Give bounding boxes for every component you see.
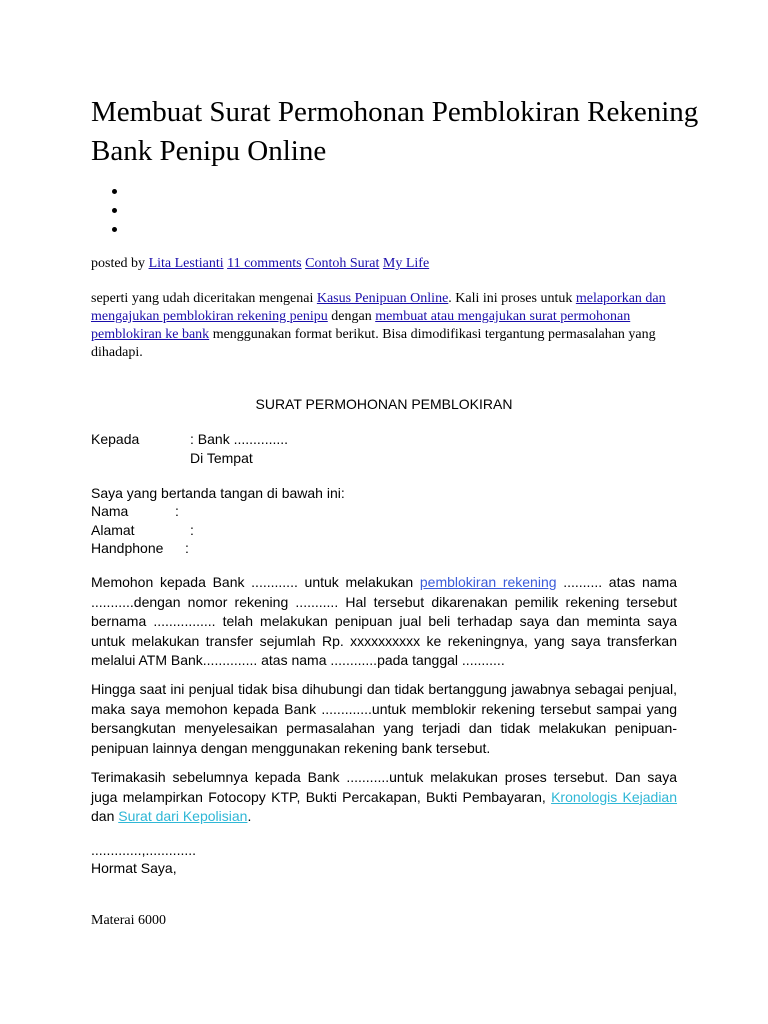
- surat-kepolisian-link[interactable]: Surat dari Kepolisian: [118, 808, 248, 824]
- place-date: .............,.............: [91, 842, 197, 858]
- bullet-icon: [112, 208, 117, 213]
- kasus-penipuan-link[interactable]: Kasus Penipuan Online: [316, 291, 449, 306]
- intro-paragraph: [91, 290, 681, 362]
- paragraph-text: dan: [91, 808, 119, 824]
- field-colon: :: [190, 521, 194, 538]
- intro-text: dengan: [327, 309, 376, 324]
- field-alamat: [91, 521, 194, 540]
- membuat-surat-link[interactable]: membuat atau mengajukan surat permohonan pemblokiran ke bank: [91, 309, 631, 342]
- author-link[interactable]: Lita Lestianti: [148, 256, 224, 271]
- di-tempat: Di Tempat: [190, 450, 253, 466]
- paragraph-text: .: [247, 808, 252, 824]
- letter-title: SURAT PERMOHONAN PEMBLOKIRAN: [255, 396, 513, 412]
- comments-link[interactable]: 11 comments: [227, 256, 302, 271]
- category-link-my-life[interactable]: My Life: [382, 256, 430, 271]
- article-title: Membuat Surat Permohonan Pemblokiran Rekening Bank Penipu Online: [91, 96, 699, 167]
- kepada-value: : Bank ..............: [190, 431, 289, 447]
- bullet-icon: [112, 189, 117, 194]
- letter-paragraph-3: [91, 768, 677, 827]
- list-item: [112, 201, 117, 220]
- field-label: Nama: [91, 503, 129, 519]
- field-label: Alamat: [91, 521, 135, 538]
- signer-intro: Saya yang bertanda tangan di bawah ini:: [91, 485, 345, 501]
- intro-text: . Kali ini proses untuk: [448, 291, 576, 306]
- recipient-line: [91, 430, 288, 449]
- list-item: [112, 182, 117, 201]
- field-handphone: [91, 539, 194, 558]
- paragraph-text: Memohon kepada Bank ............ untuk melakukan: [91, 574, 420, 590]
- empty-bullet-list: [112, 182, 117, 239]
- bullet-icon: [112, 227, 117, 232]
- posted-by-label: posted by: [91, 256, 146, 271]
- letter-paragraph-1: [91, 573, 677, 671]
- intro-text: menggunakan format berikut. Bisa dimodifikasi tergantung permasalahan yang dihadapi.: [91, 327, 656, 360]
- paragraph-text: Terimakasih sebelumnya kepada Bank ...........untuk melakukan proses tersebut. Dan saya juga melampirkan Fotocopy KTP, Bukti Percakapan, Bukti Pembayaran,: [91, 769, 677, 805]
- field-label: Handphone: [91, 540, 164, 556]
- letter-paragraph-2: Hingga saat ini penjual tidak bisa dihubungi dan tidak bertanggung jawabnya sebagai penjual, maka saya memohon kepada Bank .............untuk memblokir rekening tersebut sampai yang bersangkutan menyelesaikan permasalahan yang terjadi dan tidak melakukan penipuan-penipuan lainnya dengan menggunakan rekening bank tersebut.: [91, 681, 677, 756]
- list-item: [112, 220, 117, 239]
- field-colon: :: [185, 540, 189, 556]
- intro-text: seperti yang udah diceritakan mengenai: [91, 291, 317, 306]
- kepada-label: Kepada: [91, 431, 140, 447]
- field-nama: [91, 502, 194, 521]
- closing: Hormat Saya,: [91, 860, 177, 876]
- signer-fields: [91, 502, 194, 558]
- materai-label: Materai 6000: [91, 913, 167, 928]
- field-colon: :: [175, 503, 179, 519]
- category-link-contoh-surat[interactable]: Contoh Surat: [305, 256, 380, 271]
- melaporkan-link[interactable]: melaporkan dan mengajukan pemblokiran rekening penipu: [91, 291, 666, 324]
- post-meta: [91, 255, 429, 273]
- pemblokiran-rekening-link[interactable]: pemblokiran rekening: [419, 574, 557, 590]
- kronologis-kejadian-link[interactable]: Kronologis Kejadian: [551, 788, 678, 805]
- paragraph-text: .......... atas nama ...........dengan nomor rekening ........... Hal tersebut dikarenakan pemilik rekening tersebut bernama ................ telah melakukan penipuan jual beli terhadap saya dan meminta saya untuk melakukan transfer sejumlah Rp. xxxxxxxxxx ke rekeningnya, yang saya transferkan melalui ATM Bank.............. atas nama ............pada tanggal ...........: [91, 574, 677, 668]
